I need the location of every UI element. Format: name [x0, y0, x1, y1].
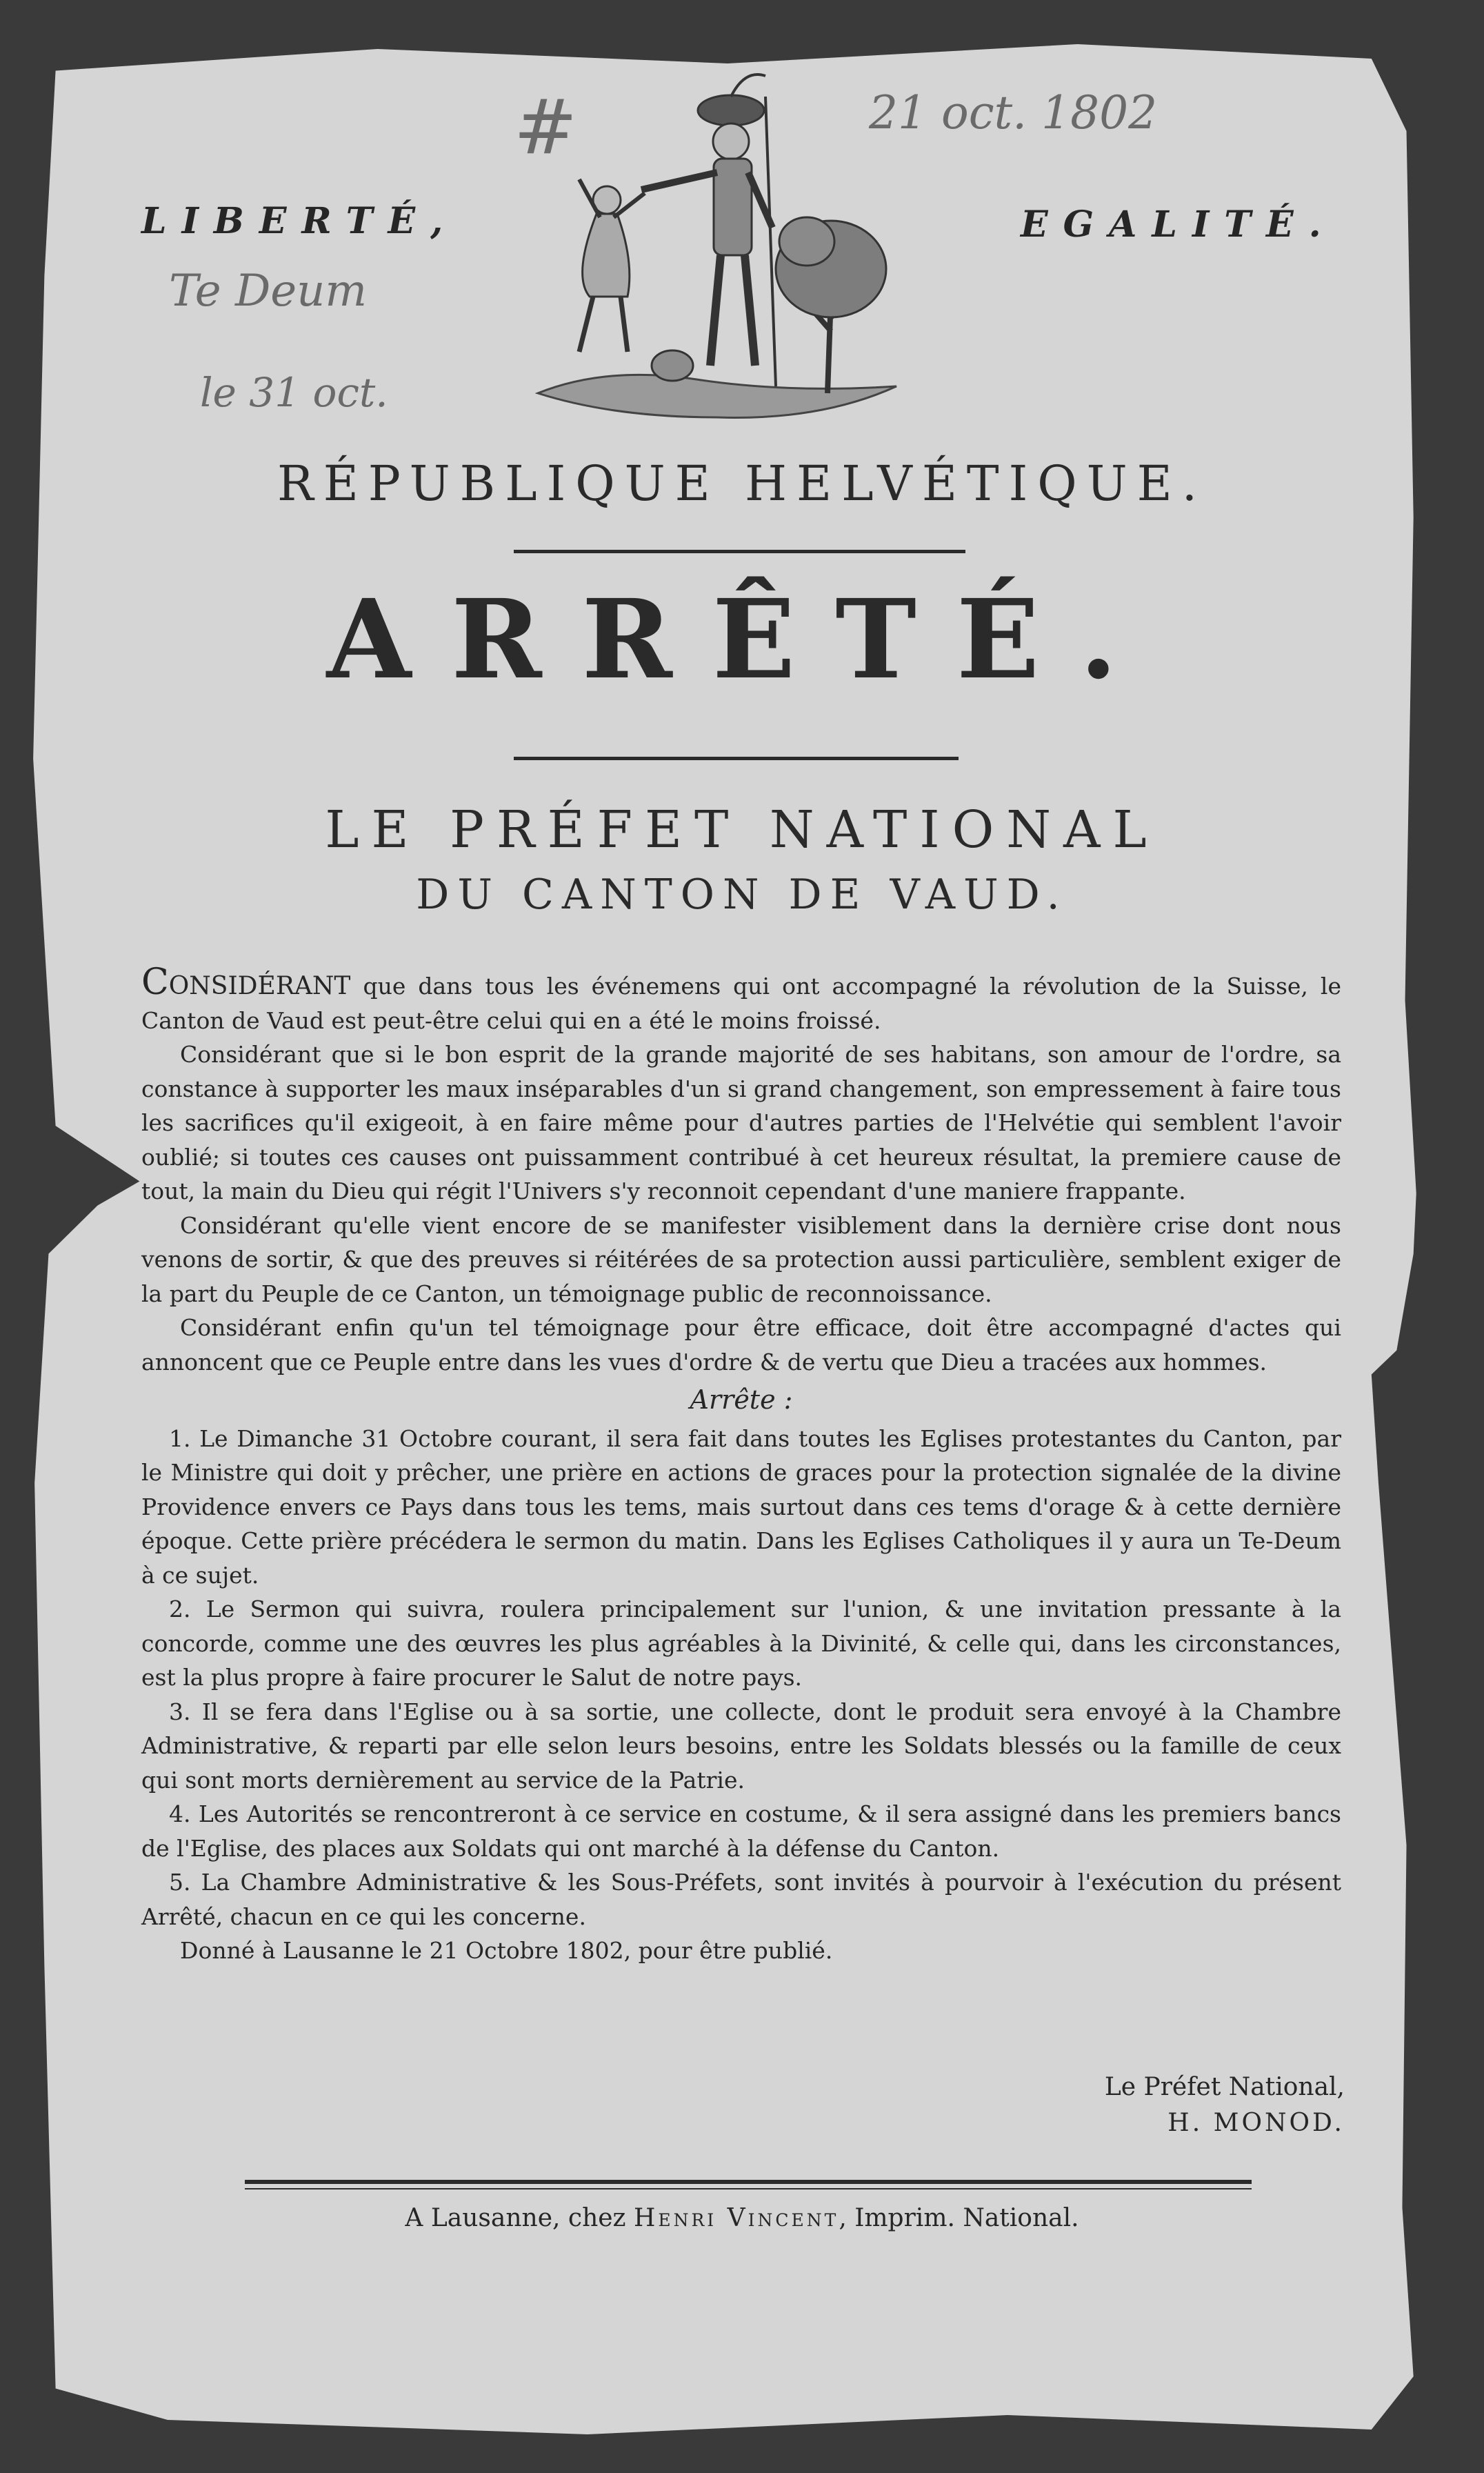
article-5: 5. La Chambre Administrative & les Sous-Préfets, sont invités à pourvoir à l'exécution du présent Arrêté, chacun en ce qui les concerne.: [141, 1869, 1341, 1930]
considerant-paragraph-2: Considérant que si le bon esprit de la grande majorité de ses habitans, son amour de l'ordre, sa constance à supporter les maux inséparables d'un si grand changement, son empressement à faire tous les sacrifices qu'il exigeoit, à en faire même pour d'autres parties de l'Helvétie qui semblent l'avoir oublié; si toutes ces causes ont puissamment contribué à cet heureux résultat, la premiere cause de tout, la main du Dieu qui régit l'Univers s'y reconnoit cependant d'une maniere frappante.: [141, 1041, 1341, 1204]
considerant-paragraph-4: Considérant enfin qu'un tel témoignage pour être efficace, doit être accompagné d'actes qui annoncent que ce Peuple entre dans les vues d'ordre & de vertu que Dieu a tracées aux hommes.: [141, 1314, 1341, 1375]
signature-block: [1055, 2069, 1345, 2141]
given-at-line: Donné à Lausanne le 21 Octobre 1802, pour être publié.: [180, 1937, 833, 1964]
considerant-paragraph-3: Considérant qu'elle vient encore de se manifester visiblement dans la dernière crise dont nous venons de sortir, & que des preuves si réitérées de sa protection aussi particulière, semblent exiger de la part du Peuple de ce Canton, un témoignage public de reconnoissance.: [141, 1211, 1341, 1307]
canton-heading: DU CANTON DE VAUD.: [416, 871, 1068, 919]
decree-body: [141, 962, 1341, 1968]
signature-title: Le Préfet National,: [1104, 2073, 1345, 2101]
imprint-prefix: A Lausanne, chez: [405, 2204, 634, 2232]
imprint-printer: Henri Vincent: [633, 2204, 839, 2232]
considerant-paragraph-1: [141, 962, 1341, 1037]
considerant-paragraph-1-text: que dans tous les événemens qui ont accompagné la révolution de la Suisse, le Canton de Vaud est peut-être celui qui en a été le moins froissé.: [141, 973, 1341, 1034]
article-2: 2. Le Sermon qui suivra, roulera principalement sur l'union, & une invitation pressante à la concorde, comme une des œuvres les plus agréables à la Divinité, & celle qui, dans les circonstances, est la plus propre à faire procurer le Salut de notre pays.: [141, 1596, 1341, 1691]
handwritten-date31-note: le 31 oct.: [200, 369, 388, 416]
article-3: 3. Il se fera dans l'Eglise ou à sa sortie, une collecte, dont le produit sera envoyé à la Chambre Administrative, & reparti par elle selon leurs besoins, entre les Soldats blessés ou la famille de ceux qui sont morts dernièrement au service de la Patrie.: [141, 1698, 1341, 1794]
arrete-title: ARRÊTÉ.: [326, 576, 1158, 704]
signature-name: H. MONOD.: [1167, 2109, 1345, 2137]
article-4: 4. Les Autorités se rencontreront à ce service en costume, & il sera assigné dans les premiers bancs de l'Eglise, des places aux Soldats qui ont marché à la défense du Canton.: [141, 1800, 1341, 1862]
considerant-lead: Considérant: [141, 962, 351, 1003]
header-rule-top: [514, 550, 965, 553]
imprint-rule-top: [245, 2180, 1252, 2184]
arrete-subheading: Arrête :: [690, 1384, 793, 1415]
motto-liberte: LIBERTÉ,: [141, 200, 459, 242]
header-rule-bottom: [514, 757, 959, 760]
handwritten-date-note: 21 oct. 1802: [869, 86, 1158, 139]
handwritten-cross-mark: #: [514, 83, 578, 171]
imprint-rule-bottom: [245, 2188, 1252, 2189]
imprint-suffix: , Imprim. National.: [839, 2204, 1079, 2232]
printer-imprint: [0, 2204, 1484, 2232]
article-1: 1. Le Dimanche 31 Octobre courant, il sera fait dans toutes les Eglises protestantes du Canton, par le Ministre qui doit y prêcher, une prière en actions de graces pour la protection signalée de la divine Providence envers ce Pays dans tous les tems, mais surtout dans ces tems d'orage & à cette dernière époque. Cette prière précédera le sermon du matin. Dans les Eglises Catholiques il y aura un Te-Deum à ce sujet.: [141, 1424, 1341, 1589]
prefet-heading: LE PRÉFET NATIONAL: [325, 800, 1159, 860]
liberty-vignette-illustration: [524, 69, 917, 428]
handwritten-te-deum-note: Te Deum: [169, 266, 368, 317]
republique-heading: RÉPUBLIQUE HELVÉTIQUE.: [277, 455, 1207, 512]
motto-egalite: EGALITÉ.: [1021, 203, 1336, 246]
